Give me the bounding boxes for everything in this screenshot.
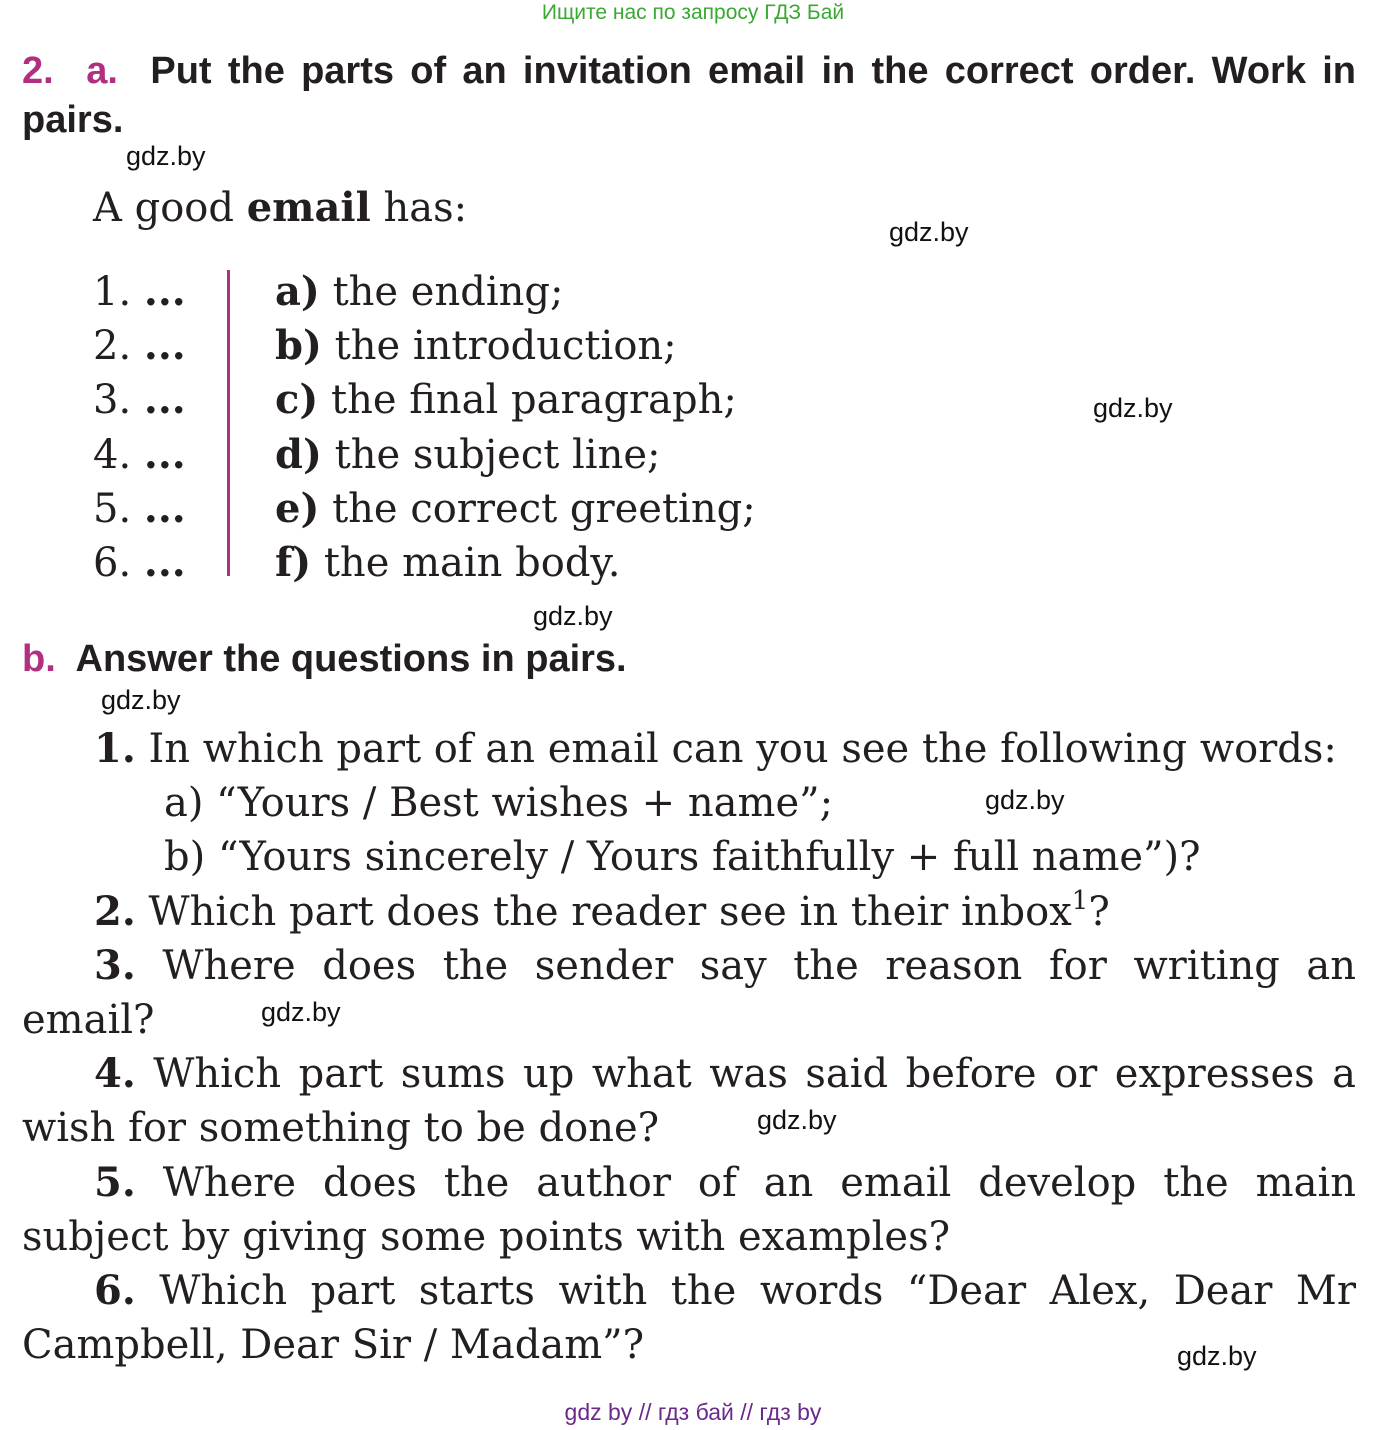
top-banner: Ищите нас по запросу ГДЗ Бай [541, 1, 845, 24]
blank-dots: ... [143, 430, 186, 478]
question-3 [22, 939, 1356, 1047]
order-number: 1. [93, 269, 132, 315]
exercise-a-heading [22, 47, 1356, 145]
part-letter: e) [275, 484, 320, 532]
part-text: the final paragraph; [331, 377, 737, 424]
option-letter: b) [164, 834, 206, 881]
part-letter: f) [275, 539, 312, 587]
part-text: the subject line; [334, 431, 661, 478]
exercise-number: 2. [22, 50, 54, 92]
part-text: the introduction; [334, 323, 677, 370]
order-number-column [93, 265, 186, 590]
order-slot [93, 428, 186, 482]
part-letter: d) [275, 430, 322, 478]
email-part-item [275, 373, 756, 427]
question-text: Which part starts with the words “Dear Alex, Dear Mr Campbell, Dear Sir / Madam”? [22, 1268, 1357, 1369]
email-part-item [275, 265, 756, 319]
part-text: the main body. [323, 540, 621, 587]
question-number: 3. [94, 941, 136, 989]
intro-line [93, 182, 467, 234]
questions-list [22, 722, 1356, 1372]
question-number: 4. [94, 1050, 136, 1098]
watermark: gdz.by [533, 601, 613, 631]
order-number: 2. [93, 323, 132, 370]
blank-dots: ... [143, 376, 186, 424]
question-text: Where does the author of an email develop the main subject by giving some points with examples? [22, 1159, 1357, 1260]
question-number: 6. [94, 1267, 136, 1315]
blank-dots: ... [143, 268, 186, 315]
order-slot [93, 373, 186, 427]
watermark: gdz.by [101, 685, 181, 715]
question-4 [22, 1047, 1356, 1155]
order-number: 5. [93, 485, 132, 532]
email-parts-list [275, 265, 756, 590]
question-1-option-a [22, 776, 1356, 830]
intro-bold-word: email [246, 184, 371, 231]
question-text: In which part of an email can you see the following words: [148, 726, 1337, 772]
column-divider [227, 270, 230, 576]
part-letter: a) [275, 268, 320, 315]
exercise-b-instruction: Answer the questions in pairs. [75, 638, 627, 680]
question-6 [22, 1264, 1356, 1372]
question-number: 2. [94, 887, 136, 935]
intro-prefix: A good [93, 185, 234, 231]
question-1 [22, 722, 1356, 776]
question-5 [22, 1156, 1356, 1264]
question-text: Which part sums up what was said before or expresses a wish for something to be done? [22, 1051, 1356, 1152]
footnote-marker: 1 [1071, 885, 1089, 916]
question-2 [22, 885, 1356, 939]
intro-suffix: has: [383, 185, 468, 231]
watermark: gdz.by [757, 1105, 837, 1135]
exercise-a-letter: a. [86, 50, 118, 92]
question-text: Where does the sender say the reason for writing an email? [22, 942, 1357, 1044]
question-number: 5. [94, 1158, 136, 1206]
email-part-item [275, 536, 756, 590]
part-text: the correct greeting; [332, 485, 756, 532]
watermark: gdz.by [1177, 1341, 1257, 1371]
exercise-b-heading [22, 636, 627, 682]
email-part-item [275, 482, 756, 536]
question-number: 1. [94, 725, 136, 772]
order-number: 3. [93, 377, 132, 424]
blank-dots: ... [143, 322, 186, 370]
watermark: gdz.by [889, 217, 969, 247]
order-slot [93, 265, 186, 319]
order-slot [93, 319, 186, 373]
option-text: “Yours / Best wishes + name”; [216, 780, 834, 827]
part-letter: c) [275, 376, 319, 424]
footer-watermark: gdz by // гдз бай // гдз by [564, 1399, 822, 1425]
part-letter: b) [275, 322, 322, 370]
order-slot [93, 536, 186, 590]
order-slot [93, 482, 186, 536]
part-text: the ending; [332, 269, 564, 315]
blank-dots: ... [143, 539, 186, 587]
watermark: gdz.by [261, 997, 341, 1027]
exercise-a-instruction: Put the parts of an invitation email in the correct order. Work in pairs. [22, 50, 1356, 141]
exercise-b-letter: b. [22, 638, 56, 680]
question-text: Which part does the reader see in their inbox [148, 888, 1072, 935]
option-text: “Yours sincerely / Yours faithfully + full name”)? [217, 834, 1201, 881]
watermark: gdz.by [126, 141, 206, 171]
email-part-item [275, 319, 756, 373]
watermark: gdz.by [1093, 393, 1173, 423]
order-number: 6. [93, 540, 132, 587]
email-part-item [275, 428, 756, 482]
order-number: 4. [93, 431, 132, 478]
blank-dots: ... [143, 484, 186, 532]
option-letter: a) [164, 780, 204, 827]
question-end: ? [1088, 888, 1110, 935]
watermark: gdz.by [985, 785, 1065, 815]
question-1-option-b [22, 830, 1356, 884]
